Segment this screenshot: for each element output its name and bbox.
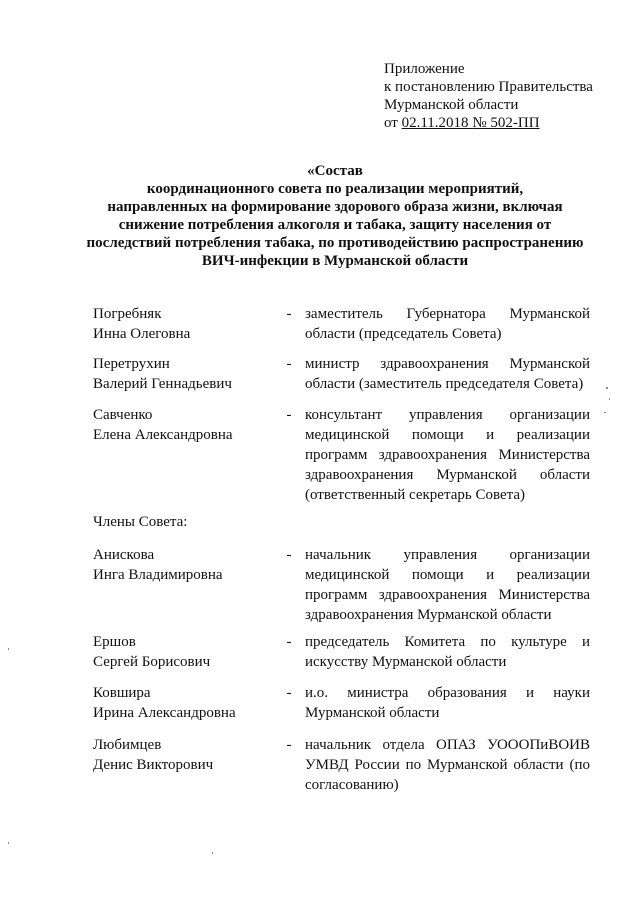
member-surname: Перетрухин bbox=[93, 356, 170, 372]
title-line-3: направленных на формирование здорового образа жизни, включая bbox=[107, 199, 563, 215]
member-name bbox=[93, 632, 283, 672]
appendix-date-prefix: от bbox=[384, 115, 402, 131]
title-line-4: снижение потребления алкоголя и табака, защиту населения от bbox=[118, 217, 552, 233]
dash-separator: - bbox=[286, 634, 292, 650]
appendix-date-line bbox=[384, 114, 624, 132]
member-surname: Ершов bbox=[93, 634, 136, 650]
member-given-names: Сергей Борисович bbox=[93, 654, 211, 670]
dash-separator: - bbox=[286, 547, 292, 563]
appendix-number: № 502-ПП bbox=[472, 115, 540, 131]
scan-speck bbox=[212, 852, 213, 854]
document-title bbox=[70, 162, 600, 270]
member-surname: Анискова bbox=[93, 547, 155, 563]
member-role: начальник отдела ОПАЗ УОООПиВОИВ УМВД России по Мурманской области (по согласованию) bbox=[305, 737, 590, 793]
member-name bbox=[93, 405, 283, 445]
member-role: председатель Комитета по культуре и искусству Мурманской области bbox=[305, 634, 590, 670]
member-name bbox=[93, 354, 283, 394]
scan-speck bbox=[604, 412, 606, 413]
member-given-names: Инга Владимировна bbox=[93, 567, 223, 583]
title-line-6: ВИЧ-инфекции в Мурманской области bbox=[201, 253, 469, 269]
dash-separator: - bbox=[286, 356, 292, 372]
scan-speck bbox=[8, 842, 9, 844]
member-role: и.о. министра образования и науки Мурманской области bbox=[305, 685, 590, 721]
title-line-1: «Состав bbox=[307, 163, 363, 179]
member-name bbox=[93, 304, 283, 344]
members-heading: Члены Совета: bbox=[93, 514, 188, 530]
dash-separator: - bbox=[286, 306, 292, 322]
member-surname: Савченко bbox=[93, 407, 153, 423]
member-name bbox=[93, 735, 283, 775]
member-surname: Любимцев bbox=[93, 737, 162, 753]
scan-speck bbox=[609, 398, 610, 400]
title-line-5: последствий потребления табака, по противодействию распространению bbox=[86, 235, 584, 251]
member-surname: Погребняк bbox=[93, 306, 162, 322]
appendix-date: 02.11.2018 bbox=[401, 115, 473, 131]
scan-speck bbox=[8, 648, 9, 650]
member-role: консультант управления организации медицинской помощи и реализации программ здравоохранения Министерства здравоохранения Мурманской области (ответственный секретарь Совета) bbox=[305, 407, 590, 503]
member-role: заместитель Губернатора Мурманской области (председатель Совета) bbox=[305, 306, 590, 342]
dash-separator: - bbox=[286, 737, 292, 753]
member-surname: Ковшира bbox=[93, 685, 151, 701]
scan-speck bbox=[606, 387, 608, 389]
appendix-line-2: к постановлению Правительства bbox=[384, 79, 593, 95]
member-role: начальник управления организации медицинской помощи и реализации программ здравоохранения Министерства здравоохранения Мурманской области bbox=[305, 547, 590, 623]
member-given-names: Елена Александровна bbox=[93, 427, 233, 443]
member-given-names: Валерий Геннадьевич bbox=[93, 376, 232, 392]
appendix-line-3: Мурманской области bbox=[384, 97, 519, 113]
member-given-names: Денис Викторович bbox=[93, 757, 214, 773]
member-name bbox=[93, 545, 283, 585]
member-given-names: Инна Олеговна bbox=[93, 326, 191, 342]
appendix-line-1: Приложение bbox=[384, 61, 465, 77]
title-line-2: координационного совета по реализации мероприятий, bbox=[146, 181, 524, 197]
member-role: министр здравоохранения Мурманской области (заместитель председателя Совета) bbox=[305, 356, 590, 392]
appendix-header bbox=[384, 60, 624, 132]
member-given-names: Ирина Александровна bbox=[93, 705, 236, 721]
dash-separator: - bbox=[286, 685, 292, 701]
dash-separator: - bbox=[286, 407, 292, 423]
member-name bbox=[93, 683, 283, 723]
